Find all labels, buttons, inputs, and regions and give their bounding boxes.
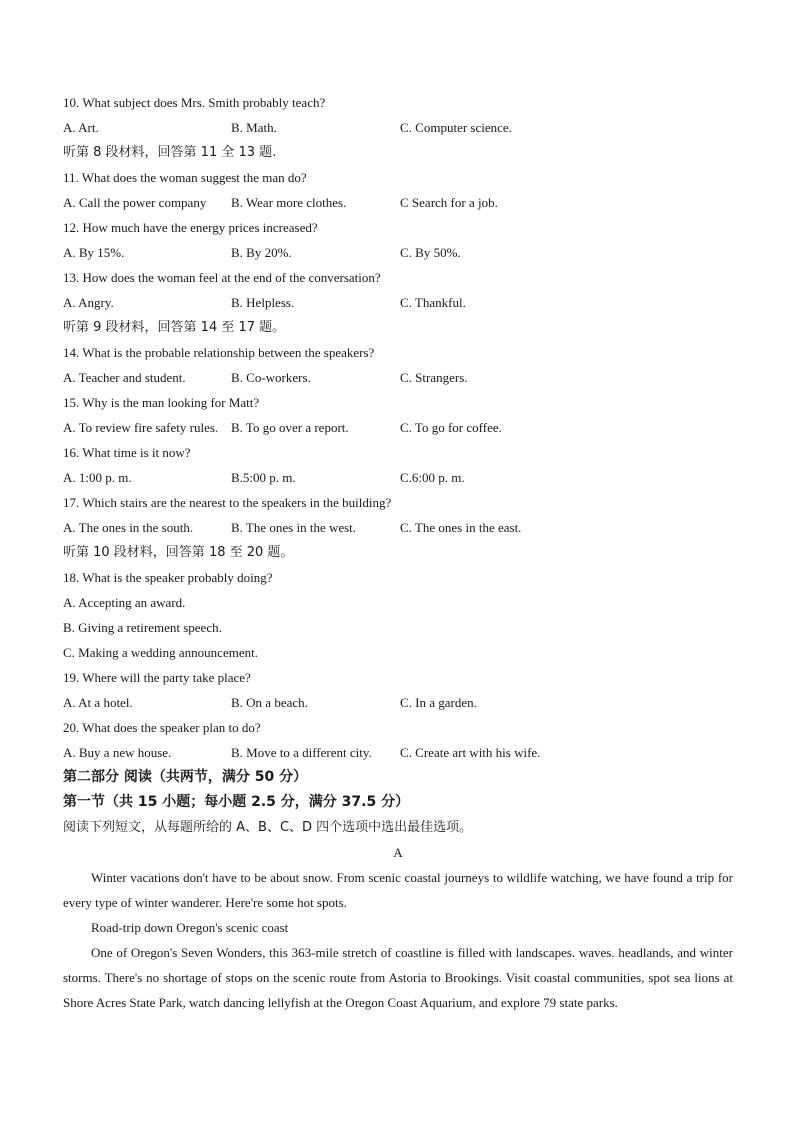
section-one-title: 第一节（共 15 小题；每小题 2.5 分，满分 37.5 分） (63, 794, 410, 810)
passage-paragraph-2: One of Oregon's Seven Wonders, this 363-mile stretch of coastline is filled with landscapes. waves. headlands, and winter storms. There's no shortage of stops on the scenic route from Astoria to Brookings. Visit coastal communities, spot sea lions at Shore Acres State Park, watch dancing lellyfish at the Oregon Coast Aquarium, and explore 79 state parks. (63, 945, 733, 1010)
option-10-c: C. Computer science. (400, 120, 512, 135)
reading-instruction: 阅读下列短文，从每题所给的 A、B、C、D 四个选项中选出最佳选项。 (63, 820, 473, 835)
option-12-a: A. By 15%. (63, 245, 125, 260)
options-13 (63, 290, 733, 315)
option-17-a: A. The ones in the south. (63, 520, 194, 535)
passage-label: A (393, 845, 403, 860)
options-19 (63, 690, 733, 715)
option-16-c: C.6:00 p. m. (400, 470, 465, 485)
option-20-a: A. Buy a new house. (63, 745, 172, 760)
question-13: 13. How does the woman feel at the end of the conversation? (63, 270, 381, 285)
option-14-b: B. Co-workers. (231, 370, 311, 385)
exam-page (63, 90, 733, 1015)
options-17 (63, 515, 733, 540)
passage-paragraph-1: Winter vacations don't have to be about snow. From scenic coastal journeys to wildlife watching, we have found a trip for every type of winter wanderer. Here're some hot spots. (63, 870, 733, 910)
option-18-a: A. Accepting an award. (63, 595, 186, 610)
option-18-c: C. Making a wedding announcement. (63, 645, 258, 660)
option-12-c: C. By 50%. (400, 245, 461, 260)
option-15-c: C. To go for coffee. (400, 420, 502, 435)
option-10-b: B. Math. (231, 120, 277, 135)
option-13-c: C. Thankful. (400, 295, 466, 310)
option-19-a: A. At a hotel. (63, 695, 133, 710)
question-10: 10. What subject does Mrs. Smith probably teach? (63, 95, 326, 110)
question-12: 12. How much have the energy prices increased? (63, 220, 318, 235)
option-18-b: B. Giving a retirement speech. (63, 620, 222, 635)
section-9-instruction: 听第 9 段材料，回答第 14 至 17 题。 (63, 320, 286, 335)
question-11: 11. What does the woman suggest the man do? (63, 170, 307, 185)
option-14-a: A. Teacher and student. (63, 370, 186, 385)
options-12 (63, 240, 733, 265)
option-17-b: B. The ones in the west. (231, 520, 357, 535)
option-20-c: C. Create art with his wife. (400, 745, 541, 760)
question-17: 17. Which stairs are the nearest to the speakers in the building? (63, 495, 392, 510)
passage-subheading: Road-trip down Oregon's scenic coast (91, 920, 289, 935)
options-16 (63, 465, 733, 490)
option-13-a: A. Angry. (63, 295, 114, 310)
option-15-a: A. To review fire safety rules. (63, 420, 219, 435)
question-18: 18. What is the speaker probably doing? (63, 570, 273, 585)
options-10 (63, 115, 733, 140)
option-16-b: B.5:00 p. m. (231, 470, 296, 485)
options-11 (63, 190, 733, 215)
section-8-instruction: 听第 8 段材料，回答第 11 全 13 题. (63, 145, 277, 160)
option-14-c: C. Strangers. (400, 370, 468, 385)
part-two-title: 第二部分 阅读（共两节，满分 50 分） (63, 769, 308, 785)
option-13-b: B. Helpless. (231, 295, 295, 310)
question-14: 14. What is the probable relationship between the speakers? (63, 345, 375, 360)
option-17-c: C. The ones in the east. (400, 520, 522, 535)
option-10-a: A. Art. (63, 120, 99, 135)
option-19-b: B. On a beach. (231, 695, 308, 710)
option-11-a: A. Call the power company (63, 195, 207, 210)
question-20: 20. What does the speaker plan to do? (63, 720, 261, 735)
option-16-a: A. 1:00 p. m. (63, 470, 132, 485)
options-20 (63, 740, 733, 765)
option-11-b: B. Wear more clothes. (231, 195, 347, 210)
question-19: 19. Where will the party take place? (63, 670, 251, 685)
question-16: 16. What time is it now? (63, 445, 191, 460)
options-14 (63, 365, 733, 390)
question-15: 15. Why is the man looking for Matt? (63, 395, 260, 410)
options-15 (63, 415, 733, 440)
option-11-c: C Search for a job. (400, 195, 498, 210)
option-15-b: B. To go over a report. (231, 420, 349, 435)
option-12-b: B. By 20%. (231, 245, 292, 260)
section-10-instruction: 听第 10 段材料，回答第 18 至 20 题。 (63, 545, 294, 560)
option-20-b: B. Move to a different city. (231, 745, 372, 760)
option-19-c: C. In a garden. (400, 695, 477, 710)
